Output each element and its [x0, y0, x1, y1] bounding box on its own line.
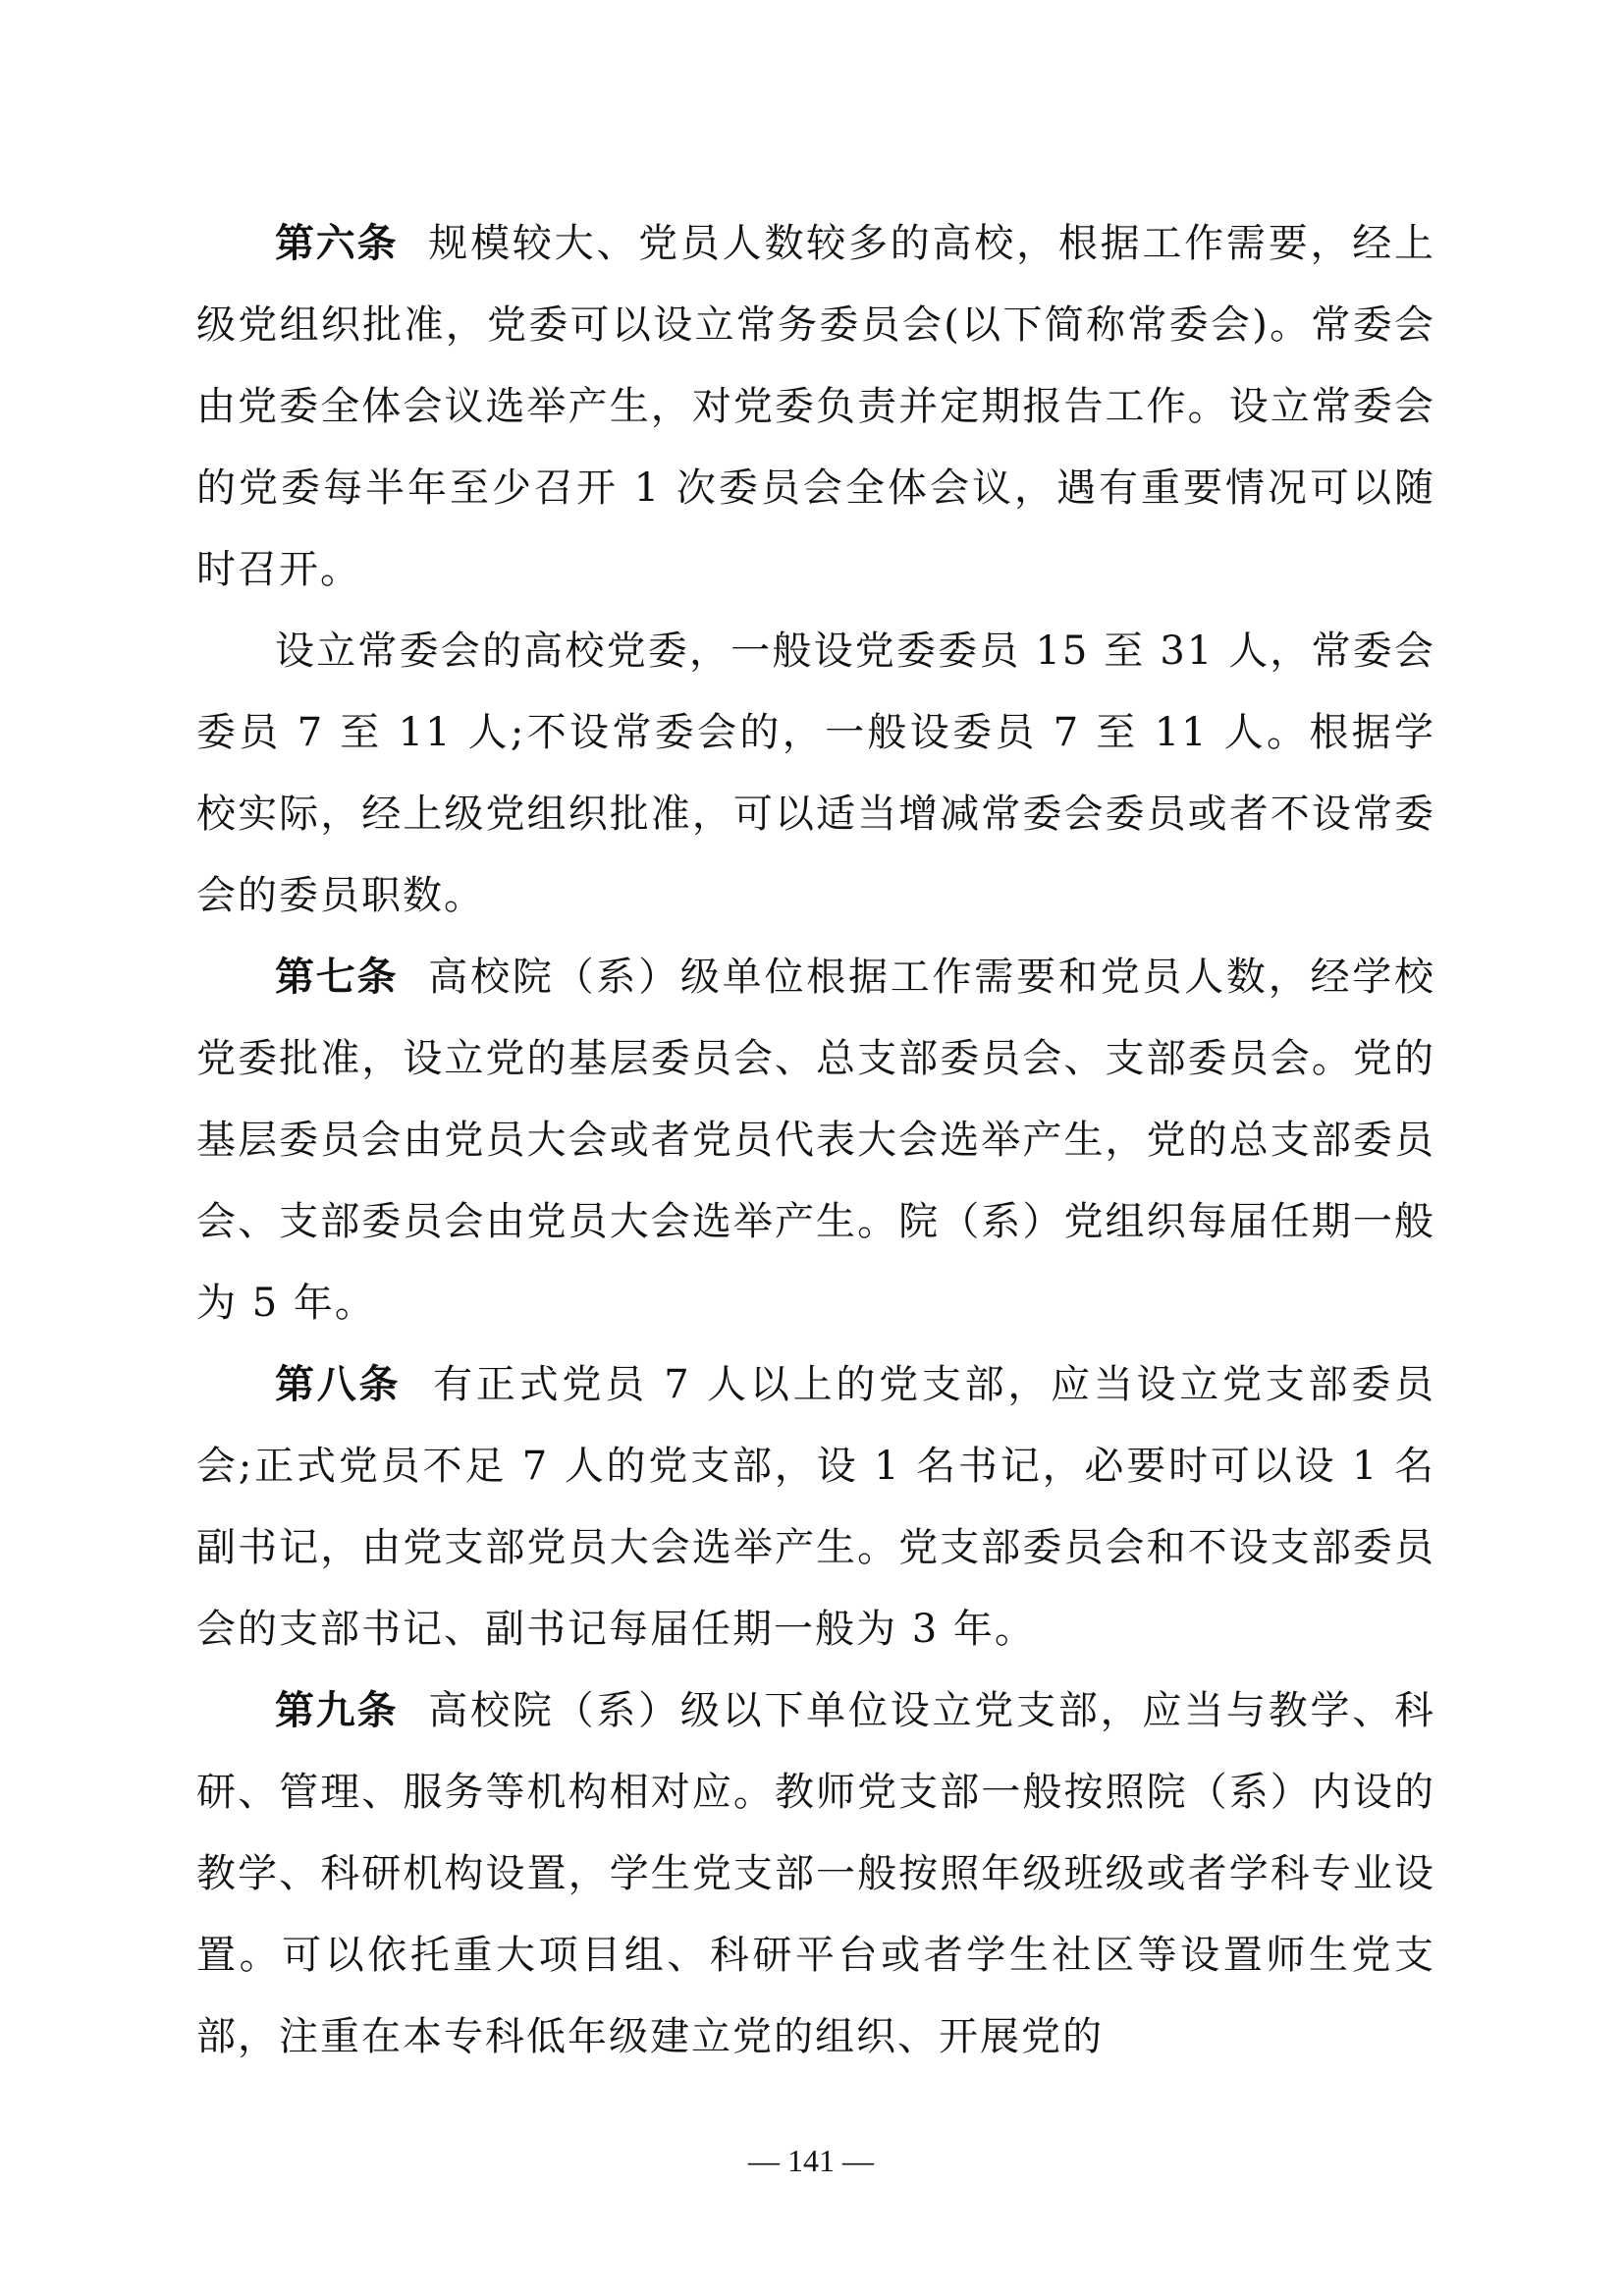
article-number: 第六条 [275, 221, 399, 266]
article-number: 第七条 [275, 955, 399, 1000]
article-number: 第九条 [275, 1688, 399, 1733]
paragraph-committee-size [196, 611, 1435, 937]
paragraph-text: 高校院（系）级单位根据工作需要和党员人数，经学校党委批准，设立党的基层委员会、总支部委员会、支部委员会。党的基层委员会由党员大会或者党员代表大会选举产生，党的总支部委员会、支部委员会由党员大会选举产生。院（系）党组织每届任期一般为 5 年。 [196, 955, 1436, 1326]
paragraph-text: 规模较大、党员人数较多的高校，根据工作需要，经上级党组织批准，党委可以设立常务委员会(以下简称常委会)。常委会由党委全体会议选举产生，对党委负责并定期报告工作。设立常委会的党委每半年至少召开 1 次委员会全体会议，遇有重要情况可以随时召开。 [196, 221, 1436, 592]
body-text [196, 203, 1435, 2078]
paragraph-text: 设立常委会的高校党委，一般设党委委员 15 至 31 人，常委会委员 7 至 11 人;不设常委会的，一般设委员 7 至 11 人。根据学校实际，经上级党组织批准，可以适当增减常委会委员或者不设常委会的委员职数。 [196, 629, 1435, 918]
paragraph-article-6 [196, 203, 1435, 611]
article-number: 第八条 [275, 1362, 402, 1407]
page-number: — 141 — [748, 2143, 874, 2178]
paragraph-article-7 [196, 937, 1435, 1344]
paragraph-article-8 [196, 1344, 1435, 1670]
paragraph-text: 有正式党员 7 人以上的党支部，应当设立党支部委员会;正式党员不足 7 人的党支部，设 1 名书记，必要时可以设 1 名副书记，由党支部党员大会选举产生。党支部委员会和不设支部委员会的支部书记、副书记每届任期一般为 3 年。 [196, 1362, 1435, 1652]
paragraph-article-9 [196, 1670, 1435, 2078]
paragraph-text: 高校院（系）级以下单位设立党支部，应当与教学、科研、管理、服务等机构相对应。教师党支部一般按照院（系）内设的教学、科研机构设置，学生党支部一般按照年级班级或者学科专业设置。可以依托重大项目组、科研平台或者学生社区等设置师生党支部，注重在本专科低年级建立党的组织、开展党的 [196, 1688, 1436, 2059]
